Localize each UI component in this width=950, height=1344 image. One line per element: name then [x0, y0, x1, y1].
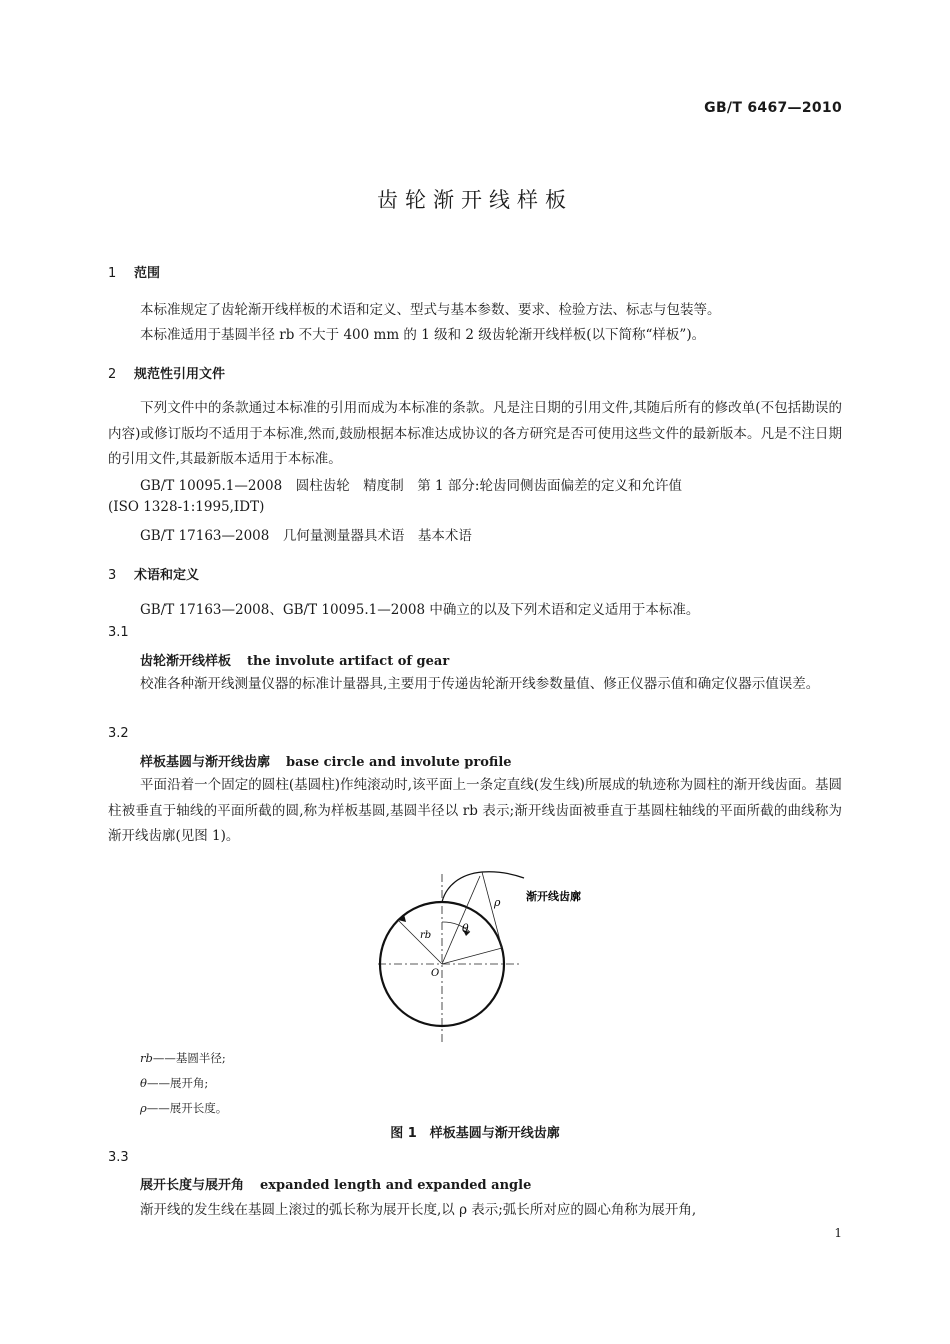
definition-text: 平面沿着一个固定的圆柱(基圆柱)作纯滚动时,该平面上一条定直线(发生线)所展成的轨迹称为圆柱的渐开线齿面。基圆柱被垂直于轴线的平面所截的圆,称为样板基圆,基圆半径以 rb 表示;渐开线齿面被垂直于基圆柱轴线的平面所截的曲线称为渐开线齿廓(见图 1)。 [108, 777, 842, 844]
involute-profile-label: 渐开线齿廓 [526, 890, 581, 903]
legend-item-rb [140, 1050, 226, 1066]
definition-3-2 [108, 773, 842, 850]
legend-symbol: rb [140, 1051, 153, 1065]
standard-code: GB/T 6467—2010 [704, 100, 842, 116]
theta-label: θ [462, 922, 469, 935]
term-zh: 展开长度与展开角 [140, 1178, 245, 1193]
term-en: expanded length and expanded angle [260, 1178, 532, 1193]
paragraph-terms-intro: GB/T 17163—2008、GB/T 10095.1—2008 中确立的以及下列术语和定义适用于本标准。 [140, 602, 700, 618]
legend-symbol: ρ [140, 1101, 147, 1115]
definition-3-3: 渐开线的发生线在基圆上滚过的弧长称为展开长度,以 ρ 表示;弧长所对应的圆心角称为展开角, [140, 1202, 697, 1218]
legend-text: ——基圆半径; [152, 1051, 226, 1065]
section-number: 2 [108, 367, 117, 382]
legend-item-rho [140, 1100, 227, 1116]
clause-number-3-1: 3.1 [108, 625, 129, 640]
origin-label: O [431, 968, 440, 979]
term-zh: 齿轮渐开线样板 [140, 654, 232, 669]
legend-item-theta [140, 1075, 208, 1091]
section-title: 术语和定义 [134, 568, 200, 583]
radius-to-tangent-point [442, 948, 502, 964]
term-en: base circle and involute profile [286, 755, 512, 770]
paragraph-text: 下列文件中的条款通过本标准的引用而成为本标准的条款。凡是注日期的引用文件,其随后所有的修改单(不包括勘误的内容)或修订版均不适用于本标准,然而,鼓励根据本标准达成协议的各方研究是否可使用这些文件的最新版本。凡是不注日期的引用文件,其最新版本适用于本标准。 [108, 400, 842, 467]
reference-1-line-1: GB/T 10095.1—2008 圆柱齿轮 精度制 第 1 部分:轮齿同侧齿面偏差的定义和允许值 [140, 478, 682, 494]
page-number: 1 [834, 1226, 842, 1240]
section-heading-3 [108, 564, 199, 583]
generating-line [482, 872, 502, 948]
definition-text: 校准各种渐开线测量仪器的标准计量器具,主要用于传递齿轮渐开线参数量值、修正仪器示值和确定仪器示值误差。 [140, 676, 820, 692]
paragraph-scope-1: 本标准规定了齿轮渐开线样板的术语和定义、型式与基本参数、要求、检验方法、标志与包装等。 [140, 302, 721, 318]
reference-2: GB/T 17163—2008 几何量测量器具术语 基本术语 [140, 528, 472, 544]
term-3-2 [140, 751, 512, 770]
section-heading-2 [108, 363, 225, 382]
figure-base-circle-involute [360, 858, 600, 1048]
clause-number-3-3: 3.3 [108, 1150, 129, 1165]
section-heading-1 [108, 262, 160, 281]
definition-3-1 [108, 672, 842, 698]
paragraph-references-intro [108, 396, 842, 473]
legend-symbol: θ [140, 1076, 147, 1090]
section-title: 范围 [134, 266, 161, 281]
paragraph-scope-2: 本标准适用于基圆半径 rb 不大于 400 mm 的 1 级和 2 级齿轮渐开线样板(以下简称“样板”)。 [140, 327, 706, 343]
reference-1-line-2: (ISO 1328-1:1995,IDT) [108, 499, 265, 515]
section-number: 3 [108, 568, 117, 583]
rb-label: rb [420, 930, 432, 941]
term-en: the involute artifact of gear [247, 654, 450, 669]
legend-text: ——展开角; [146, 1076, 209, 1090]
section-title: 规范性引用文件 [134, 367, 226, 382]
term-3-3 [140, 1174, 531, 1193]
radius-line [398, 920, 442, 964]
figure-caption: 图 1 样板基圆与渐开线齿廓 [390, 1126, 560, 1141]
section-number: 1 [108, 266, 117, 281]
term-zh: 样板基圆与渐开线齿廓 [140, 755, 271, 770]
term-3-1 [140, 650, 449, 669]
rho-label: ρ [494, 896, 501, 909]
legend-text: ——展开长度。 [146, 1101, 228, 1115]
clause-number-3-2: 3.2 [108, 726, 129, 741]
document-title: 齿轮渐开线样板 [377, 188, 573, 212]
